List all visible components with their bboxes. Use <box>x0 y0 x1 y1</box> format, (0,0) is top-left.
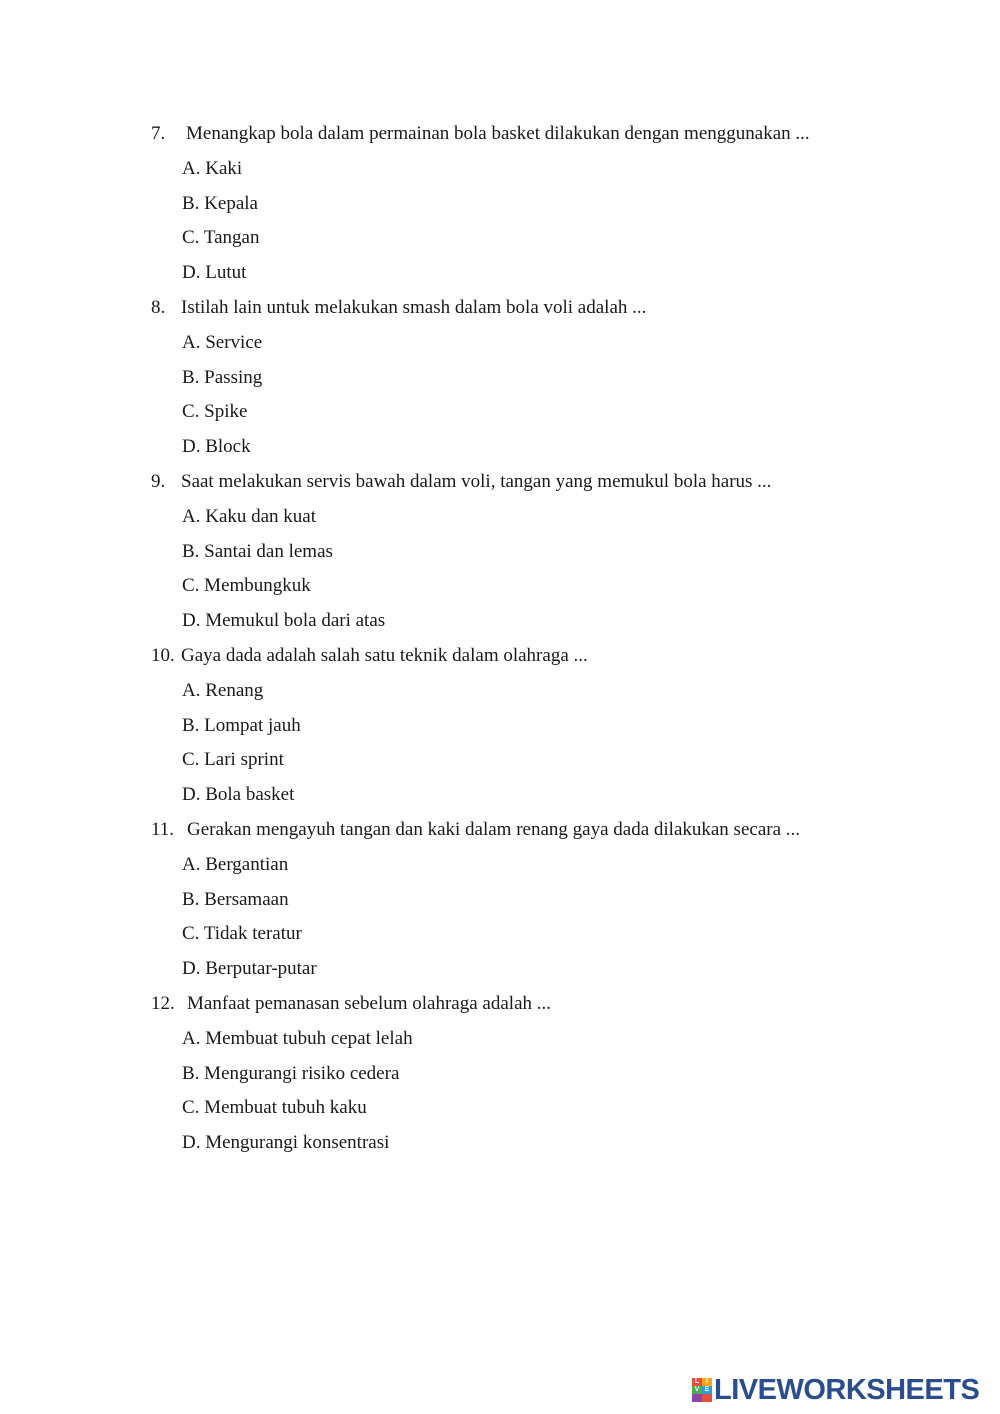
question-7 <box>151 117 911 152</box>
option-10c[interactable]: C. Lari sprint <box>182 749 284 771</box>
question-text: Gerakan mengayuh tangan dan kaki dalam renang gaya dada dilakukan secara ... <box>187 818 801 840</box>
option-7d[interactable]: D. Lutut <box>182 262 247 284</box>
option-7c[interactable]: C. Tangan <box>182 227 260 249</box>
option-9d[interactable]: D. Memukul bola dari atas <box>182 610 386 632</box>
option-12d[interactable]: D. Mengurangi konsentrasi <box>182 1132 390 1154</box>
option-12c[interactable]: C. Membuat tubuh kaku <box>182 1097 367 1119</box>
option-8a[interactable]: A. Service <box>182 331 263 353</box>
logo-mark-cell: I <box>702 1378 712 1386</box>
option-11a[interactable]: A. Bergantian <box>182 853 289 875</box>
liveworksheets-logo-icon <box>692 1378 712 1402</box>
option-9b[interactable]: B. Santai dan lemas <box>182 540 333 562</box>
option-10d[interactable]: D. Bola basket <box>182 784 295 806</box>
option-7b[interactable]: B. Kepala <box>182 192 258 214</box>
option-11c[interactable]: C. Tidak teratur <box>182 923 302 945</box>
logo-mark-cell <box>692 1394 702 1402</box>
question-number: 8. <box>151 296 166 318</box>
option-9c[interactable]: C. Membungkuk <box>182 575 311 597</box>
question-8 <box>151 291 911 326</box>
option-11b[interactable]: B. Bersamaan <box>182 888 289 910</box>
question-number: 11. <box>151 818 175 840</box>
option-11d[interactable]: D. Berputar-putar <box>182 958 317 980</box>
option-7a[interactable]: A. Kaki <box>182 157 243 179</box>
logo-text: LIVEWORKSHEETS <box>714 1373 980 1406</box>
option-9a[interactable]: A. Kaku dan kuat <box>182 505 317 527</box>
option-12a[interactable]: A. Membuat tubuh cepat lelah <box>182 1027 413 1049</box>
question-number: 10. <box>151 644 175 666</box>
option-12b[interactable]: B. Mengurangi risiko cedera <box>182 1062 400 1084</box>
question-10 <box>151 639 911 674</box>
question-text: Gaya dada adalah salah satu teknik dalam olahraga ... <box>181 644 588 666</box>
logo-mark-cell: V <box>692 1386 702 1394</box>
question-number: 7. <box>151 123 166 144</box>
question-text: Saat melakukan servis bawah dalam voli, tangan yang memukul bola harus ... <box>181 470 772 492</box>
question-text: Manfaat pemanasan sebelum olahraga adalah ... <box>187 992 552 1014</box>
question-12 <box>151 987 911 1022</box>
question-number: 12. <box>151 992 175 1014</box>
question-11 <box>151 813 911 848</box>
option-8b[interactable]: B. Passing <box>182 366 263 388</box>
liveworksheets-logo[interactable] <box>692 1374 979 1406</box>
logo-mark-cell: L <box>692 1378 702 1386</box>
logo-mark-cell <box>702 1394 712 1402</box>
option-8d[interactable]: D. Block <box>182 436 251 458</box>
question-text: Menangkap bola dalam permainan bola basket dilakukan dengan menggunakan ... <box>186 123 810 144</box>
logo-mark-cell: E <box>702 1386 712 1394</box>
option-8c[interactable]: C. Spike <box>182 401 248 423</box>
question-number: 9. <box>151 470 166 492</box>
question-list <box>151 117 911 1161</box>
option-10b[interactable]: B. Lompat jauh <box>182 714 301 736</box>
question-9 <box>151 465 911 500</box>
question-text: Istilah lain untuk melakukan smash dalam bola voli adalah ... <box>181 296 647 318</box>
option-10a[interactable]: A. Renang <box>182 679 264 701</box>
